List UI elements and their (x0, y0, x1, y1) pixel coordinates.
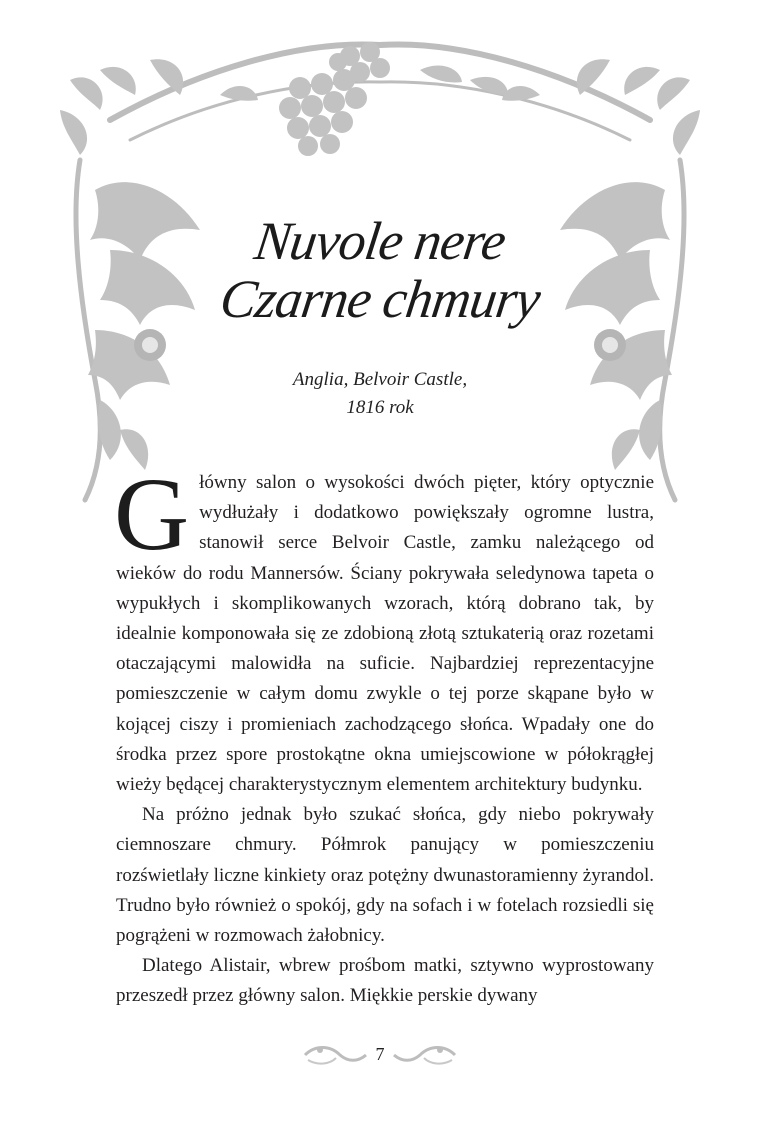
grape-cluster-ornament (279, 42, 390, 156)
chapter-title-italian: Nuvole nere (251, 211, 509, 271)
body-text (114, 457, 654, 1012)
page-number: 7 (375, 1044, 385, 1064)
paragraph-3: Dlatego Alistair, wbrew prośbom matki, sztywno wyprostowany przeszedł przez główny salon. Miękkie perskie dywany (116, 955, 654, 1007)
right-flourish-ornament (390, 1040, 460, 1070)
location-place: Anglia, Belvoir Castle, (292, 369, 468, 390)
paragraph-1-text: łówny salon o wysokości dwóch pięter, który optycznie wydłużały i dodatkowo powiększały ogromne lustra, stanowił serce Belvoir Castle, zamku należącego od wieków do rodu Mannersów. Ściany pokrywała seledynowa tapeta o wypukłych i skomplikowanych wzorach, którą dobrano tak, by idealnie komponowała się ze zdobioną złotą sztukaterią oraz rozetami otaczającymi malowidła na suficie. Najbardziej reprezentacyjne pomieszczenie w całym domu zwykle o tej porze skąpane było w kojącej ciszy i promieniach zachodzącego słońca. Wpadały one do środka przez spore prostokątne okna umiejscowione w półokrągłej wieży będącej charakterystycznym elementem architektury budynku. (116, 472, 654, 796)
paragraph-1 (114, 457, 654, 800)
chapter-location (230, 366, 530, 422)
paragraph-2: Na próżno jednak było szukać słońca, gdy niebo pokrywały ciemnoszare chmury. Półmrok panujący w pomieszczeniu rozświetlały liczne kinkiety oraz potężny dwunastoramienny żyrandol. Trudno było również o spokój, gdy na sofach i w fotelach rozsiedli się pogrążeni w rozmowach żałobnicy. (116, 804, 654, 947)
chapter-title (150, 212, 610, 328)
drop-cap: G (114, 457, 190, 572)
page-footer (300, 1036, 460, 1076)
chapter-title-polish: Czarne chmury (216, 269, 544, 329)
location-year: 1816 rok (346, 397, 414, 418)
